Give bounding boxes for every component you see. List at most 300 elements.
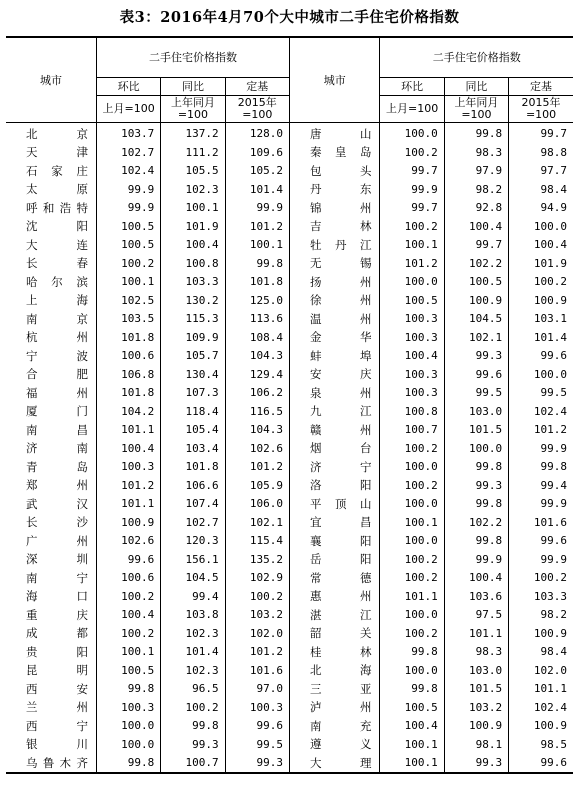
table-row [6,328,573,347]
base-value: 102.4 [509,698,573,717]
mom-value: 100.1 [380,513,444,532]
mom-value: 100.2 [380,217,444,236]
base-value: 99.9 [509,439,573,458]
table-row [6,550,573,569]
base-value: 100.2 [509,569,573,588]
yoy-value: 105.4 [161,421,225,440]
col-yoy-left: 同比 [161,77,225,95]
city-name: 九江 [289,402,379,421]
group-header-left: 二手住宅价格指数 [96,37,289,77]
base-value: 101.6 [509,513,573,532]
city-name: 乌鲁木齐 [26,755,88,770]
city-name: 长沙 [26,515,88,530]
yoy-value: 101.1 [444,624,508,643]
city-name: 深圳 [26,552,88,567]
base-value: 102.9 [225,569,289,588]
base-value: 102.0 [509,661,573,680]
table-row [6,143,573,162]
mom-value: 100.0 [380,273,444,292]
mom-value: 101.8 [96,384,160,403]
base-value: 99.4 [509,476,573,495]
base-value: 101.1 [509,680,573,699]
city-name: 郑州 [26,478,88,493]
mom-value: 100.4 [380,717,444,736]
city-name: 宁波 [26,348,88,363]
mom-value: 99.8 [380,643,444,662]
base-value: 100.4 [509,236,573,255]
mom-value: 100.4 [96,439,160,458]
mom-value: 100.0 [380,606,444,625]
yoy-value: 101.4 [161,643,225,662]
base-value: 101.2 [225,458,289,477]
yoy-value: 99.3 [444,347,508,366]
base-value: 101.4 [509,328,573,347]
yoy-value: 99.5 [444,384,508,403]
mom-value: 100.6 [96,569,160,588]
col-yoy-right: 同比 [444,77,508,95]
table-row [6,587,573,606]
yoy-value: 100.1 [161,199,225,218]
mom-value: 100.1 [380,735,444,754]
mom-value: 100.1 [380,236,444,255]
table-row [6,180,573,199]
base-value: 106.0 [225,495,289,514]
mom-value: 106.8 [96,365,160,384]
base-value: 94.9 [509,199,573,218]
city-name: 福州 [26,385,88,400]
base-value: 129.4 [225,365,289,384]
base-yoy-left: 上年同月=100 [161,95,225,122]
table-row [6,643,573,662]
mom-value: 100.0 [380,122,444,143]
yoy-value: 92.8 [444,199,508,218]
mom-value: 100.1 [380,754,444,774]
mom-value: 102.7 [96,143,160,162]
city-name: 厦门 [26,404,88,419]
mom-value: 99.9 [380,180,444,199]
yoy-value: 100.9 [444,717,508,736]
table-row [6,606,573,625]
yoy-value: 102.7 [161,513,225,532]
city-name: 济宁 [289,458,379,477]
yoy-value: 115.3 [161,310,225,329]
table-row [6,273,573,292]
mom-value: 100.3 [380,365,444,384]
city-name: 金华 [289,328,379,347]
base-value: 98.2 [509,606,573,625]
yoy-value: 111.2 [161,143,225,162]
mom-value: 104.2 [96,402,160,421]
base-yoy-right: 上年同月=100 [444,95,508,122]
mom-value: 103.7 [96,122,160,143]
yoy-value: 98.2 [444,180,508,199]
city-name: 石家庄 [26,163,88,178]
city-name: 长春 [26,256,88,271]
city-name: 安庆 [289,365,379,384]
yoy-value: 99.3 [444,754,508,774]
base-value: 102.1 [225,513,289,532]
col-base-left: 定基 [225,77,289,95]
mom-value: 101.2 [380,254,444,273]
city-name: 遵义 [289,735,379,754]
base-value: 99.5 [509,384,573,403]
mom-value: 100.0 [96,735,160,754]
city-name: 秦皇岛 [289,143,379,162]
city-name: 广州 [26,533,88,548]
yoy-value: 130.2 [161,291,225,310]
yoy-value: 98.1 [444,735,508,754]
yoy-value: 96.5 [161,680,225,699]
table-row [6,254,573,273]
mom-value: 100.3 [380,384,444,403]
base-value: 99.9 [509,495,573,514]
base-value: 102.6 [225,439,289,458]
city-name: 南宁 [26,570,88,585]
table-row [6,698,573,717]
mom-value: 100.0 [380,495,444,514]
city-name: 北海 [289,661,379,680]
base-value: 99.8 [509,458,573,477]
mom-value: 100.2 [380,439,444,458]
mom-value: 100.3 [96,458,160,477]
city-name: 南京 [26,311,88,326]
base-value: 100.9 [509,291,573,310]
yoy-value: 137.2 [161,122,225,143]
yoy-value: 102.1 [444,328,508,347]
table-row [6,217,573,236]
mom-value: 100.4 [380,347,444,366]
table-row [6,162,573,181]
yoy-value: 100.7 [161,754,225,774]
mom-value: 100.6 [96,347,160,366]
table-row [6,680,573,699]
yoy-value: 101.5 [444,421,508,440]
city-name: 无锡 [289,254,379,273]
city-name: 兰州 [26,700,88,715]
mom-value: 101.2 [96,476,160,495]
yoy-value: 99.7 [444,236,508,255]
city-name: 岳阳 [289,550,379,569]
city-name: 西宁 [26,718,88,733]
yoy-value: 103.3 [161,273,225,292]
mom-value: 100.2 [380,569,444,588]
yoy-value: 100.5 [444,273,508,292]
city-name: 吉林 [289,217,379,236]
city-name: 襄阳 [289,532,379,551]
base-value: 99.8 [225,254,289,273]
base-value: 101.2 [509,421,573,440]
city-name: 惠州 [289,587,379,606]
base-value: 103.2 [225,606,289,625]
col-mom-right: 环比 [380,77,444,95]
base-value: 97.7 [509,162,573,181]
city-name: 牡丹江 [289,236,379,255]
mom-value: 100.2 [380,624,444,643]
yoy-value: 100.9 [444,291,508,310]
mom-value: 100.5 [380,698,444,717]
mom-value: 100.0 [96,717,160,736]
yoy-value: 100.2 [161,698,225,717]
city-name: 南充 [289,717,379,736]
group-header-right: 二手住宅价格指数 [380,37,573,77]
mom-value: 100.2 [96,254,160,273]
col-mom-left: 环比 [96,77,160,95]
base-value: 102.0 [225,624,289,643]
city-name: 韶关 [289,624,379,643]
table-row [6,439,573,458]
yoy-value: 102.3 [161,624,225,643]
table-row [6,199,573,218]
yoy-value: 109.9 [161,328,225,347]
city-name: 湛江 [289,606,379,625]
yoy-value: 120.3 [161,532,225,551]
yoy-value: 100.0 [444,439,508,458]
yoy-value: 97.9 [444,162,508,181]
base-value: 108.4 [225,328,289,347]
city-name: 成都 [26,626,88,641]
yoy-value: 99.3 [161,735,225,754]
base-value: 97.0 [225,680,289,699]
mom-value: 102.4 [96,162,160,181]
yoy-value: 98.3 [444,143,508,162]
base-value: 101.9 [509,254,573,273]
mom-value: 100.0 [380,532,444,551]
base-value: 98.8 [509,143,573,162]
yoy-value: 105.5 [161,162,225,181]
table-row [6,735,573,754]
mom-value: 100.1 [96,643,160,662]
mom-value: 100.5 [96,236,160,255]
base-value: 128.0 [225,122,289,143]
mom-value: 101.1 [380,587,444,606]
city-name: 西安 [26,681,88,696]
mom-value: 99.7 [380,162,444,181]
mom-value: 100.5 [96,661,160,680]
city-name: 太原 [26,182,88,197]
base-value: 100.9 [509,717,573,736]
table-row [6,717,573,736]
base-value: 125.0 [225,291,289,310]
mom-value: 100.4 [96,606,160,625]
mom-value: 101.1 [96,495,160,514]
yoy-value: 98.3 [444,643,508,662]
city-name: 扬州 [289,273,379,292]
yoy-value: 99.3 [444,476,508,495]
mom-value: 99.9 [96,199,160,218]
city-name: 昆明 [26,663,88,678]
table-row [6,236,573,255]
mom-value: 102.6 [96,532,160,551]
city-name: 海口 [26,589,88,604]
yoy-value: 107.3 [161,384,225,403]
yoy-value: 99.8 [444,122,508,143]
base-value: 99.9 [509,550,573,569]
city-name: 洛阳 [289,476,379,495]
yoy-value: 102.3 [161,661,225,680]
mom-value: 100.2 [96,624,160,643]
mom-value: 100.3 [96,698,160,717]
city-name: 唐山 [289,122,379,143]
base-value: 100.0 [509,217,573,236]
table-row [6,365,573,384]
mom-value: 99.9 [96,180,160,199]
base-value: 99.7 [509,122,573,143]
yoy-value: 99.8 [444,495,508,514]
base-value: 113.6 [225,310,289,329]
mom-value: 103.5 [96,310,160,329]
city-name: 南昌 [26,422,88,437]
city-name: 宜昌 [289,513,379,532]
city-name: 沈阳 [26,219,88,234]
city-name: 徐州 [289,291,379,310]
yoy-value: 100.8 [161,254,225,273]
table-row [6,310,573,329]
yoy-value: 103.0 [444,402,508,421]
mom-value: 100.2 [380,550,444,569]
city-name: 重庆 [26,607,88,622]
yoy-value: 103.0 [444,661,508,680]
yoy-value: 103.4 [161,439,225,458]
yoy-value: 103.2 [444,698,508,717]
table-row [6,458,573,477]
yoy-value: 102.2 [444,513,508,532]
base-value: 98.4 [509,180,573,199]
page-title: 表3：2016年4月70个大中城市二手住宅价格指数 [119,9,460,26]
base-value: 98.4 [509,643,573,662]
city-name: 武汉 [26,496,88,511]
city-name: 贵阳 [26,644,88,659]
yoy-value: 104.5 [161,569,225,588]
mom-value: 99.6 [96,550,160,569]
yoy-value: 156.1 [161,550,225,569]
base-value: 100.1 [225,236,289,255]
city-name: 平顶山 [289,495,379,514]
base-value: 99.6 [509,347,573,366]
mom-value: 100.7 [380,421,444,440]
mom-value: 100.9 [96,513,160,532]
yoy-value: 103.6 [444,587,508,606]
city-name: 泸州 [289,698,379,717]
mom-value: 100.2 [380,476,444,495]
base-value: 116.5 [225,402,289,421]
yoy-value: 100.4 [444,217,508,236]
yoy-value: 102.2 [444,254,508,273]
mom-value: 100.3 [380,310,444,329]
base-value: 104.3 [225,421,289,440]
mom-value: 99.8 [380,680,444,699]
table-row [6,476,573,495]
mom-value: 99.8 [96,680,160,699]
city-name: 丹东 [289,180,379,199]
base-fixed-right: 2015年=100 [509,95,573,122]
mom-value: 100.2 [380,143,444,162]
base-value: 99.9 [225,199,289,218]
yoy-value: 102.3 [161,180,225,199]
table-row [6,122,573,143]
mom-value: 100.0 [380,458,444,477]
yoy-value: 105.7 [161,347,225,366]
yoy-value: 99.8 [444,532,508,551]
city-name: 北京 [26,126,88,141]
base-value: 106.2 [225,384,289,403]
yoy-value: 99.8 [444,458,508,477]
yoy-value: 130.4 [161,365,225,384]
yoy-value: 99.8 [161,717,225,736]
table-row [6,384,573,403]
city-name: 银川 [26,737,88,752]
base-value: 100.2 [225,587,289,606]
base-value: 99.3 [225,754,289,774]
yoy-value: 107.4 [161,495,225,514]
yoy-value: 100.4 [161,236,225,255]
yoy-value: 101.8 [161,458,225,477]
table-row [6,754,573,774]
base-value: 104.3 [225,347,289,366]
yoy-value: 99.4 [161,587,225,606]
table-row [6,569,573,588]
col-base-right: 定基 [509,77,573,95]
yoy-value: 99.9 [444,550,508,569]
city-name: 三亚 [289,680,379,699]
city-name: 赣州 [289,421,379,440]
city-name: 烟台 [289,439,379,458]
table-row [6,624,573,643]
mom-value: 99.8 [96,754,160,774]
yoy-value: 118.4 [161,402,225,421]
yoy-value: 103.8 [161,606,225,625]
mom-value: 101.1 [96,421,160,440]
mom-value: 100.1 [96,273,160,292]
base-value: 100.2 [509,273,573,292]
city-name: 锦州 [289,199,379,218]
base-value: 135.2 [225,550,289,569]
city-name: 杭州 [26,330,88,345]
table-body [6,122,573,773]
table-row [6,661,573,680]
yoy-value: 97.5 [444,606,508,625]
city-name: 呼和浩特 [26,200,88,215]
base-mom-left: 上月=100 [96,95,160,122]
yoy-value: 99.6 [444,365,508,384]
base-value: 103.1 [509,310,573,329]
base-value: 109.6 [225,143,289,162]
mom-value: 100.5 [96,217,160,236]
city-header-right: 城市 [289,37,379,122]
city-name: 桂林 [289,643,379,662]
base-value: 105.2 [225,162,289,181]
base-value: 99.6 [509,754,573,774]
table-row [6,495,573,514]
mom-value: 100.5 [380,291,444,310]
city-name: 包头 [289,162,379,181]
base-value: 101.6 [225,661,289,680]
base-fixed-left: 2015年=100 [225,95,289,122]
city-name: 上海 [26,293,88,308]
base-value: 101.4 [225,180,289,199]
table-row [6,347,573,366]
base-value: 100.3 [225,698,289,717]
base-value: 101.2 [225,643,289,662]
mom-value: 102.5 [96,291,160,310]
city-name: 济南 [26,441,88,456]
base-value: 101.8 [225,273,289,292]
base-value: 105.9 [225,476,289,495]
yoy-value: 101.9 [161,217,225,236]
city-name: 哈尔滨 [26,274,88,289]
base-value: 103.3 [509,587,573,606]
city-name: 常德 [289,569,379,588]
city-name: 泉州 [289,384,379,403]
